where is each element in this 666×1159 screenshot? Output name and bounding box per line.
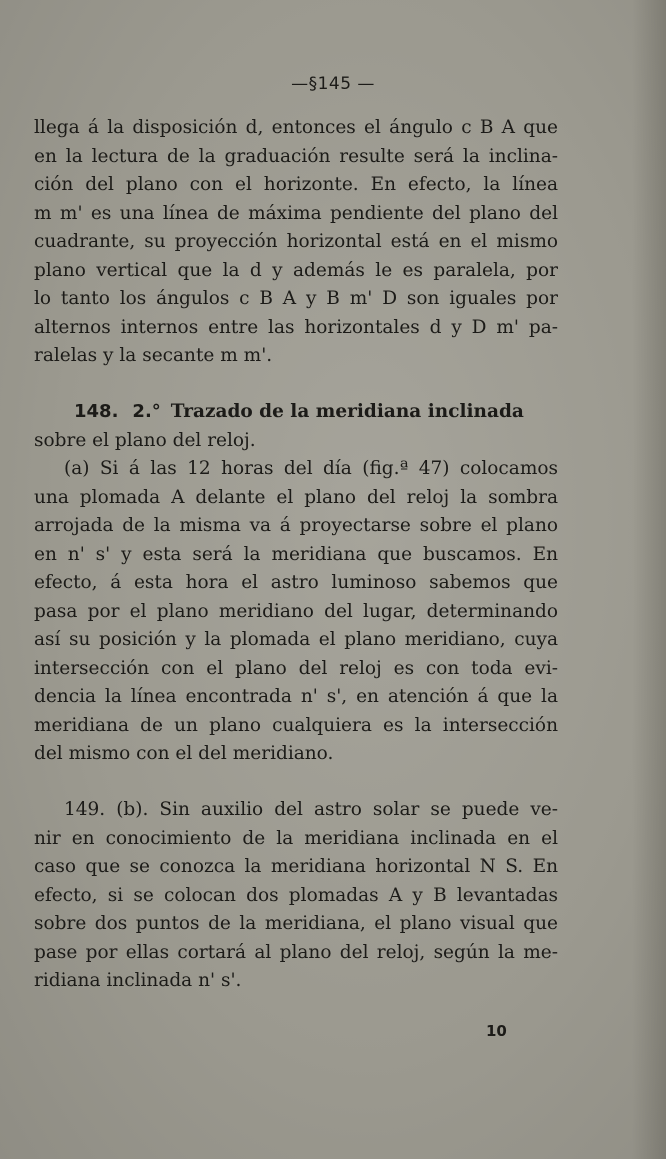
section-ordinal: 2.°	[132, 401, 161, 422]
text-line: del mismo con el del meridiano.	[34, 743, 334, 764]
text-line: plano vertical que la d y además le es paralela, por	[34, 259, 558, 281]
text-line: llega á la disposición d, entonces el ángulo c B A que	[34, 117, 558, 138]
text-line: cuadrante, su proyección horizontal está en el mismo	[34, 231, 558, 252]
text-line: pasa por el plano meridiano del lugar, determinando	[34, 600, 558, 622]
section-title: Trazado de la meridiana inclinada	[170, 401, 524, 422]
text-line: intersección con el plano del reloj es con toda evi-	[34, 657, 558, 679]
text-line: pase por ellas cortará al plano del reloj, según la me-	[34, 941, 558, 963]
text-line: ralelas y la secante m m'.	[34, 345, 273, 366]
signature-mark: 10	[486, 1022, 507, 1040]
section-149	[34, 796, 558, 996]
text-line: efecto, á esta hora el astro luminoso sabemos que	[34, 572, 558, 593]
text-line: m m' es una línea de máxima pendiente del plano del	[34, 202, 558, 224]
text-line: así su posición y la plomada el plano meridiano, cuya	[34, 629, 558, 650]
paragraph-1	[34, 114, 558, 371]
text-line: ción del plano con el horizonte. En efecto, la línea	[34, 174, 558, 195]
page-edge-shadow	[632, 0, 666, 1159]
text-line: dencia la línea encontrada n' s', en atención á que la	[34, 686, 558, 707]
text-line: arrojada de la misma va á proyectarse sobre el plano	[34, 515, 558, 536]
text-line: una plomada A delante el plano del reloj la sombra	[34, 486, 558, 508]
text-line: lo tanto los ángulos c B A y B m' D son iguales por	[34, 288, 558, 309]
section-subtitle: sobre el plano del reloj.	[34, 429, 256, 451]
text-line: 149. (b). Sin auxilio del astro solar se puede ve-	[64, 799, 558, 820]
text-line: nir en conocimiento de la meridiana inclinada en el	[34, 827, 558, 849]
section-number: 148.	[74, 401, 119, 422]
section-148	[34, 398, 558, 769]
text-line: caso que se conozca la meridiana horizontal N S. En	[34, 856, 558, 877]
text-line: en n' s' y esta será la meridiana que buscamos. En	[34, 543, 558, 565]
text-line: en la lectura de la graduación resulte será la inclina-	[34, 145, 558, 167]
page-header: —§145 —	[291, 74, 375, 94]
text-line: meridiana de un plano cualquiera es la intersección	[34, 714, 558, 736]
text-line: sobre dos puntos de la meridiana, el plano visual que	[34, 913, 558, 934]
text-line: efecto, si se colocan dos plomadas A y B levantadas	[34, 884, 558, 906]
section-148-heading	[34, 398, 558, 427]
text-line: alternos internos entre las horizontales d y D m' pa-	[34, 316, 558, 338]
text-line: ridiana inclinada n' s'.	[34, 970, 242, 991]
text-line: (a) Si á las 12 horas del día (fig.ª 47) colocamos	[64, 458, 558, 479]
